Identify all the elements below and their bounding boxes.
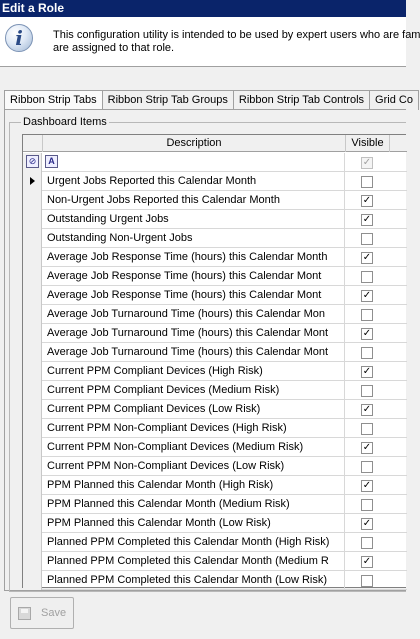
visible-cell[interactable]: [346, 552, 390, 571]
table-row[interactable]: [23, 438, 407, 457]
table-row[interactable]: [23, 400, 407, 419]
visible-cell[interactable]: [346, 381, 390, 400]
info-panel: [0, 17, 420, 67]
visible-checkbox[interactable]: ✓: [362, 290, 372, 301]
table-row[interactable]: [23, 248, 407, 267]
row-selector[interactable]: [23, 362, 42, 381]
table-row[interactable]: [23, 343, 407, 362]
visible-cell[interactable]: [346, 571, 390, 590]
table-row[interactable]: [23, 229, 407, 248]
description-cell[interactable]: PPM Planned this Calendar Month (Medium Risk): [43, 495, 345, 514]
row-selector[interactable]: [23, 476, 42, 495]
tab-ribbon-strip-tab-controls[interactable]: Ribbon Strip Tab Controls: [233, 90, 370, 110]
visible-checkbox[interactable]: ✓: [362, 518, 372, 529]
description-cell[interactable]: Planned PPM Completed this Calendar Month (High Risk): [43, 533, 345, 552]
tab-ribbon-strip-tab-groups[interactable]: Ribbon Strip Tab Groups: [102, 90, 234, 110]
visible-cell[interactable]: [346, 476, 390, 495]
row-selector[interactable]: [23, 381, 42, 400]
row-selector[interactable]: [23, 191, 42, 210]
visible-checkbox[interactable]: [361, 309, 373, 321]
tab-ribbon-strip-tabs[interactable]: Ribbon Strip Tabs: [4, 90, 103, 111]
save-button[interactable]: [10, 597, 74, 629]
visible-checkbox[interactable]: [361, 461, 373, 473]
table-row[interactable]: [23, 324, 407, 343]
description-cell[interactable]: Outstanding Non-Urgent Jobs: [43, 229, 345, 248]
visible-checkbox[interactable]: ✓: [362, 480, 372, 491]
visible-cell[interactable]: [346, 172, 390, 191]
visible-cell[interactable]: [346, 419, 390, 438]
grid-header: [23, 135, 407, 152]
row-selector[interactable]: [23, 343, 42, 362]
table-row[interactable]: [23, 210, 407, 229]
visible-checkbox[interactable]: [361, 423, 373, 435]
row-selector[interactable]: [23, 400, 42, 419]
save-label: Save: [41, 607, 67, 619]
row-selector[interactable]: [23, 286, 42, 305]
row-selector[interactable]: [23, 305, 42, 324]
description-filter-cell[interactable]: [43, 153, 345, 172]
description-cell[interactable]: Current PPM Non-Compliant Devices (Low Risk): [43, 457, 345, 476]
description-cell[interactable]: Outstanding Urgent Jobs: [43, 210, 345, 229]
description-cell[interactable]: Current PPM Non-Compliant Devices (Medium Risk): [43, 438, 345, 457]
clear-filter-icon[interactable]: ⊘: [26, 155, 39, 168]
visible-cell[interactable]: [346, 324, 390, 343]
description-cell[interactable]: PPM Planned this Calendar Month (Low Risk): [43, 514, 345, 533]
visible-cell[interactable]: [346, 343, 390, 362]
table-row[interactable]: [23, 476, 407, 495]
visible-checkbox[interactable]: [361, 575, 373, 587]
info-line-2: are assigned to that role.: [53, 42, 175, 54]
row-selector[interactable]: [23, 229, 42, 248]
visible-checkbox[interactable]: ✓: [362, 328, 372, 339]
visible-checkbox[interactable]: [361, 271, 373, 283]
description-cell[interactable]: Non-Urgent Jobs Reported this Calendar Month: [43, 191, 345, 210]
table-row[interactable]: [23, 191, 407, 210]
visible-cell[interactable]: [346, 305, 390, 324]
column-header-visible[interactable]: Visible: [346, 135, 390, 152]
visible-checkbox[interactable]: [361, 385, 373, 397]
table-row[interactable]: [23, 552, 407, 571]
window-title: Edit a Role: [0, 0, 406, 17]
visible-checkbox[interactable]: ✓: [362, 214, 372, 225]
visible-checkbox[interactable]: ✓: [362, 195, 372, 206]
visible-cell[interactable]: [346, 362, 390, 381]
visible-cell[interactable]: [346, 248, 390, 267]
tab-strip: [4, 90, 413, 110]
current-row-arrow-icon: [30, 177, 35, 185]
description-cell[interactable]: Planned PPM Completed this Calendar Month (Low Risk): [43, 571, 345, 590]
visible-checkbox[interactable]: ✓: [362, 366, 372, 377]
group-label: Dashboard Items: [23, 116, 107, 128]
description-cell[interactable]: PPM Planned this Calendar Month (High Risk): [43, 476, 345, 495]
visible-cell[interactable]: [346, 210, 390, 229]
row-selector[interactable]: [23, 457, 42, 476]
visible-cell[interactable]: [346, 400, 390, 419]
visible-checkbox[interactable]: [361, 233, 373, 245]
table-row[interactable]: [23, 172, 407, 191]
visible-cell[interactable]: [346, 495, 390, 514]
visible-checkbox[interactable]: [361, 537, 373, 549]
filter-row-header: [23, 153, 42, 172]
row-selector[interactable]: [23, 267, 42, 286]
row-header-corner: [23, 135, 43, 152]
visible-checkbox[interactable]: [361, 499, 373, 511]
visible-cell[interactable]: [346, 457, 390, 476]
visible-checkbox[interactable]: ✓: [362, 404, 372, 415]
save-icon: [18, 607, 31, 620]
row-selector[interactable]: [23, 210, 42, 229]
description-cell[interactable]: Current PPM Compliant Devices (High Risk): [43, 362, 345, 381]
row-selector[interactable]: [23, 172, 42, 191]
description-cell[interactable]: Average Job Turnaround Time (hours) this Calendar Mon: [43, 305, 345, 324]
table-row[interactable]: [23, 495, 407, 514]
visible-checkbox[interactable]: [361, 176, 373, 188]
visible-cell[interactable]: [346, 514, 390, 533]
row-selector[interactable]: [23, 419, 42, 438]
visible-cell[interactable]: [346, 229, 390, 248]
description-cell[interactable]: Average Job Response Time (hours) this Calendar Month: [43, 248, 345, 267]
visible-filter-cell[interactable]: [346, 153, 390, 172]
dashboard-items-grid: [22, 134, 406, 588]
visible-checkbox[interactable]: ✓: [362, 252, 372, 263]
table-row[interactable]: [23, 362, 407, 381]
table-row[interactable]: [23, 305, 407, 324]
table-row[interactable]: [23, 286, 407, 305]
table-row[interactable]: [23, 457, 407, 476]
description-cell[interactable]: Urgent Jobs Reported this Calendar Month: [43, 172, 345, 191]
row-selector[interactable]: [23, 514, 42, 533]
row-selector[interactable]: [23, 571, 42, 590]
row-selector[interactable]: [23, 495, 42, 514]
visible-cell[interactable]: [346, 286, 390, 305]
description-cell[interactable]: Average Job Response Time (hours) this Calendar Mont: [43, 267, 345, 286]
visible-cell[interactable]: [346, 267, 390, 286]
visible-cell[interactable]: [346, 191, 390, 210]
visible-cell[interactable]: [346, 438, 390, 457]
description-cell[interactable]: Current PPM Compliant Devices (Low Risk): [43, 400, 345, 419]
table-row[interactable]: [23, 533, 407, 552]
row-selector[interactable]: [23, 324, 42, 343]
row-selector[interactable]: [23, 533, 42, 552]
description-cell[interactable]: Current PPM Compliant Devices (Medium Risk): [43, 381, 345, 400]
row-selector[interactable]: [23, 248, 42, 267]
description-cell[interactable]: Average Job Turnaround Time (hours) this Calendar Mont: [43, 324, 345, 343]
row-selector[interactable]: [23, 552, 42, 571]
visible-cell[interactable]: [346, 533, 390, 552]
description-cell[interactable]: Average Job Turnaround Time (hours) this Calendar Mont: [43, 343, 345, 362]
column-header-description[interactable]: Description: [43, 135, 346, 152]
description-cell[interactable]: Planned PPM Completed this Calendar Month (Medium R: [43, 552, 345, 571]
visible-checkbox[interactable]: ✓: [362, 442, 372, 453]
tab-grid-co[interactable]: Grid Co: [369, 90, 419, 110]
info-text: [53, 29, 420, 55]
visible-checkbox[interactable]: [361, 347, 373, 359]
table-row[interactable]: [23, 514, 407, 533]
description-cell[interactable]: Current PPM Non-Compliant Devices (High Risk): [43, 419, 345, 438]
info-line-1: This configuration utility is intended to be used by expert users who are fam: [53, 29, 420, 41]
description-cell[interactable]: Average Job Response Time (hours) this Calendar Mont: [43, 286, 345, 305]
row-selector[interactable]: [23, 438, 42, 457]
filter-row: [23, 153, 407, 172]
visible-filter-checkbox[interactable]: ✓: [362, 157, 372, 168]
table-row[interactable]: [23, 419, 407, 438]
table-row[interactable]: [23, 381, 407, 400]
table-row[interactable]: [23, 267, 407, 286]
text-filter-icon[interactable]: A: [45, 155, 58, 168]
info-icon: i: [5, 24, 33, 52]
visible-checkbox[interactable]: ✓: [362, 556, 372, 567]
table-row[interactable]: [23, 571, 407, 590]
